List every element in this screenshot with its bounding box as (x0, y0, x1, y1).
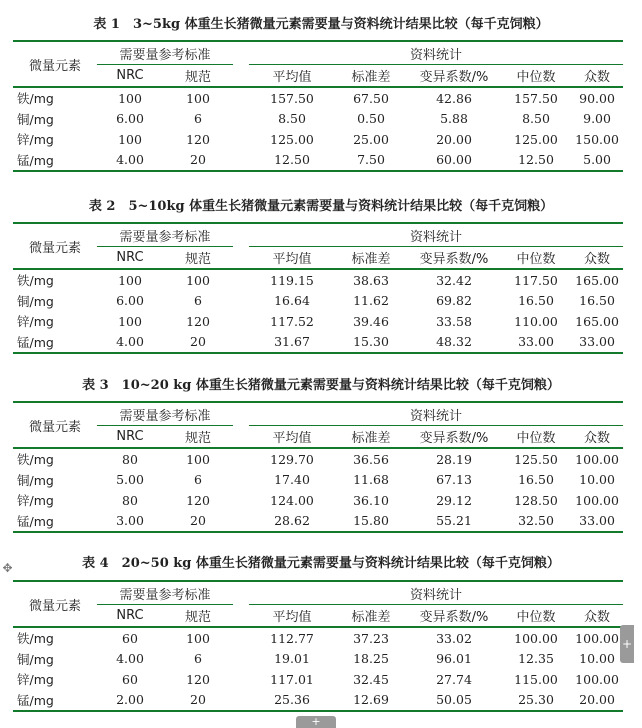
table-cell: 12.35 (518, 651, 554, 667)
table-cell: 7.50 (335, 150, 407, 172)
column-header: 众数 (571, 605, 623, 628)
table-move-handle-icon[interactable]: ✥ (2, 561, 13, 575)
header-element: 微量元素 (13, 402, 97, 448)
table-cell: 157.50 (514, 90, 558, 106)
row-label: 锌/mg (17, 132, 54, 148)
table-cell: 5.88 (440, 111, 468, 127)
table-cell: 20 (163, 511, 233, 533)
column-header: 中位数 (501, 605, 571, 628)
table-cell: 25.30 (501, 690, 571, 712)
cell-spacer (233, 649, 249, 670)
table-cell: 100 (186, 630, 210, 646)
table-cell: 42.86 (436, 90, 472, 106)
row-label: 锌/mg (17, 493, 54, 509)
header-spacer (233, 65, 249, 88)
table-cell: 60 (122, 630, 138, 646)
row-label: 锰/mg (13, 332, 97, 354)
table-cell: 100 (186, 451, 210, 467)
table-cell: 90.00 (579, 90, 615, 106)
table-cell: 20 (163, 332, 233, 354)
table-cell: 4.00 (97, 332, 163, 354)
table-row (13, 511, 623, 533)
table-cell: 69.82 (436, 293, 472, 309)
table-cell: 38.63 (353, 272, 389, 288)
table-cell: 25.36 (249, 690, 335, 712)
cell-spacer (233, 311, 249, 332)
row-label: 锌/mg (17, 314, 54, 330)
header-spacer (233, 223, 249, 247)
table-cell: 33.00 (571, 332, 623, 354)
table-cell: 20 (163, 150, 233, 172)
column-header: NRC (97, 426, 163, 449)
column-header: 中位数 (501, 247, 571, 270)
row-label: 锰/mg (13, 150, 97, 172)
header-spacer (233, 605, 249, 628)
table-caption: 表 2 5~10kg 体重生长猪微量元素需要量与资料统计结果比较（每千克饲粮） (88, 199, 554, 214)
row-label: 铜/mg (17, 651, 54, 667)
table-cell: 37.23 (353, 630, 389, 646)
table-cell: 100.00 (575, 492, 619, 508)
column-header: 标准差 (335, 426, 407, 449)
cell-spacer (233, 291, 249, 312)
table-row (13, 649, 623, 670)
table-cell: 100 (118, 272, 142, 288)
table-cell: 25.00 (353, 131, 389, 147)
table-cell: 129.70 (270, 451, 314, 467)
column-header: 众数 (571, 65, 623, 88)
table-cell: 55.21 (407, 511, 501, 533)
column-header: 众数 (571, 247, 623, 270)
table-cell: 120 (186, 313, 210, 329)
table-cell: 36.56 (353, 451, 389, 467)
cell-spacer (233, 448, 249, 470)
table-cell: 117.52 (270, 313, 314, 329)
table-cell: 15.30 (335, 332, 407, 354)
table-cell: 8.50 (278, 111, 306, 127)
header-requirement-group: 需要量参考标准 (97, 581, 233, 605)
table-cell: 115.00 (514, 671, 558, 687)
cell-spacer (233, 690, 249, 712)
table-row (13, 669, 623, 690)
table-caption: 表 1 3~5kg 体重生长猪微量元素需要量与资料统计结果比较（每千克饲粮） (93, 17, 549, 32)
table-cell: 12.69 (335, 690, 407, 712)
table-row (13, 311, 623, 332)
row-label: 锰/mg (13, 690, 97, 712)
table-cell: 157.50 (270, 90, 314, 106)
table-cell: 3.00 (97, 511, 163, 533)
table-row (13, 690, 623, 712)
row-label: 锰/mg (13, 511, 97, 533)
header-spacer (233, 581, 249, 605)
table-cell: 100 (118, 313, 142, 329)
column-header: 平均值 (249, 247, 335, 270)
table-cell: 60 (122, 671, 138, 687)
table-cell: 120 (186, 671, 210, 687)
insert-column-button[interactable]: + (620, 625, 634, 663)
data-table (13, 222, 623, 354)
table-cell: 17.40 (274, 472, 310, 488)
table-cell: 100.00 (575, 671, 619, 687)
cell-spacer (233, 129, 249, 150)
table-cell: 19.01 (274, 651, 310, 667)
row-label: 铁/mg (17, 91, 54, 107)
table-cell: 20.00 (436, 131, 472, 147)
cell-spacer (233, 150, 249, 172)
table-cell: 128.50 (514, 492, 558, 508)
column-header: 平均值 (249, 426, 335, 449)
table-cell: 150.00 (575, 131, 619, 147)
data-table (13, 40, 623, 172)
column-header: 变异系数/% (407, 247, 501, 270)
table-cell: 100.00 (575, 451, 619, 467)
column-header: 平均值 (249, 65, 335, 88)
table-cell: 6.00 (116, 293, 144, 309)
table-row (13, 332, 623, 354)
table-cell: 100 (186, 272, 210, 288)
table-cell: 15.80 (335, 511, 407, 533)
cell-spacer (233, 109, 249, 130)
table-cell: 6 (194, 651, 202, 667)
data-table (13, 580, 623, 712)
header-element: 微量元素 (13, 581, 97, 627)
row-label: 铜/mg (17, 293, 54, 309)
table-cell: 5.00 (571, 150, 623, 172)
table-cell: 36.10 (353, 492, 389, 508)
table-cell: 80 (122, 492, 138, 508)
table-cell: 67.13 (436, 472, 472, 488)
table-cell: 48.32 (407, 332, 501, 354)
row-label: 铁/mg (17, 452, 54, 468)
column-header: 规范 (163, 426, 233, 449)
column-header: 中位数 (501, 426, 571, 449)
table-cell: 11.68 (353, 472, 389, 488)
column-header: NRC (97, 247, 163, 270)
cell-spacer (233, 511, 249, 533)
table-cell: 125.50 (514, 451, 558, 467)
cell-spacer (233, 269, 249, 291)
table-cell: 33.00 (571, 511, 623, 533)
header-spacer (233, 41, 249, 65)
table-caption: 表 4 20~50 kg 体重生长猪微量元素需要量与资料统计结果比较（每千克饲粮） (82, 556, 560, 571)
header-element: 微量元素 (13, 223, 97, 269)
table-cell: 119.15 (270, 272, 314, 288)
table-cell: 10.00 (579, 651, 615, 667)
table-cell: 117.01 (270, 671, 314, 687)
cell-spacer (233, 470, 249, 491)
cell-spacer (233, 627, 249, 649)
table-cell: 16.50 (579, 293, 615, 309)
column-header: NRC (97, 65, 163, 88)
table-cell: 120 (186, 492, 210, 508)
header-requirement-group: 需要量参考标准 (97, 41, 233, 65)
header-spacer (233, 402, 249, 426)
table-cell: 6 (194, 111, 202, 127)
header-statistics-group: 资料统计 (249, 402, 623, 426)
table-cell: 50.05 (407, 690, 501, 712)
table-cell: 124.00 (270, 492, 314, 508)
table-row (13, 490, 623, 511)
header-spacer (233, 426, 249, 449)
table-cell: 12.50 (249, 150, 335, 172)
table-row (13, 627, 623, 649)
table-cell: 20.00 (571, 690, 623, 712)
table-cell: 16.50 (518, 293, 554, 309)
column-header: 规范 (163, 605, 233, 628)
table-caption: 表 3 10~20 kg 体重生长猪微量元素需要量与资料统计结果比较（每千克饲粮） (82, 378, 560, 393)
cell-spacer (233, 669, 249, 690)
table-cell: 6 (194, 472, 202, 488)
row-label: 锌/mg (17, 672, 54, 688)
table-cell: 6.00 (116, 111, 144, 127)
table-cell: 18.25 (353, 651, 389, 667)
column-header: NRC (97, 605, 163, 628)
table-cell: 31.67 (249, 332, 335, 354)
column-header: 标准差 (335, 65, 407, 88)
table-cell: 33.58 (436, 313, 472, 329)
table-cell: 67.50 (353, 90, 389, 106)
column-header: 规范 (163, 65, 233, 88)
row-label: 铁/mg (17, 273, 54, 289)
table-cell: 165.00 (575, 272, 619, 288)
table-cell: 32.42 (436, 272, 472, 288)
table-cell: 32.45 (353, 671, 389, 687)
table-cell: 100.00 (514, 630, 558, 646)
table-cell: 5.00 (116, 472, 144, 488)
table-row (13, 109, 623, 130)
cell-spacer (233, 87, 249, 109)
table-cell: 39.46 (353, 313, 389, 329)
table-cell: 100 (186, 90, 210, 106)
table-cell: 10.00 (579, 472, 615, 488)
table-cell: 112.77 (270, 630, 314, 646)
column-header: 变异系数/% (407, 426, 501, 449)
header-spacer (233, 247, 249, 270)
table-cell: 4.00 (97, 150, 163, 172)
table-cell: 0.50 (357, 111, 385, 127)
table-cell: 125.00 (514, 131, 558, 147)
table-cell: 100.00 (575, 630, 619, 646)
column-header: 平均值 (249, 605, 335, 628)
table-cell: 27.74 (436, 671, 472, 687)
table-cell: 20 (163, 690, 233, 712)
header-requirement-group: 需要量参考标准 (97, 402, 233, 426)
column-header: 标准差 (335, 605, 407, 628)
table-row (13, 150, 623, 172)
table-cell: 100 (118, 131, 142, 147)
table-row (13, 470, 623, 491)
table-cell: 8.50 (522, 111, 550, 127)
column-header: 变异系数/% (407, 65, 501, 88)
table-cell: 6 (194, 293, 202, 309)
table-cell: 96.01 (436, 651, 472, 667)
header-statistics-group: 资料统计 (249, 581, 623, 605)
table-cell: 2.00 (97, 690, 163, 712)
header-statistics-group: 资料统计 (249, 223, 623, 247)
header-element: 微量元素 (13, 41, 97, 87)
table-row (13, 448, 623, 470)
table-cell: 28.62 (249, 511, 335, 533)
column-header: 规范 (163, 247, 233, 270)
table-row (13, 291, 623, 312)
cell-spacer (233, 332, 249, 354)
table-cell: 120 (186, 131, 210, 147)
table-cell: 165.00 (575, 313, 619, 329)
row-label: 铜/mg (17, 472, 54, 488)
table-cell: 117.50 (514, 272, 558, 288)
cell-spacer (233, 490, 249, 511)
table-row (13, 129, 623, 150)
table-cell: 110.00 (514, 313, 558, 329)
row-label: 铜/mg (17, 111, 54, 127)
data-table (13, 401, 623, 533)
table-cell: 33.02 (436, 630, 472, 646)
table-cell: 16.64 (274, 293, 310, 309)
table-cell: 100 (118, 90, 142, 106)
column-header: 中位数 (501, 65, 571, 88)
table-cell: 125.00 (270, 131, 314, 147)
table-cell: 32.50 (501, 511, 571, 533)
table-cell: 28.19 (436, 451, 472, 467)
table-cell: 80 (122, 451, 138, 467)
table-cell: 11.62 (353, 293, 389, 309)
table-cell: 60.00 (407, 150, 501, 172)
table-cell: 9.00 (583, 111, 611, 127)
table-cell: 4.00 (116, 651, 144, 667)
header-requirement-group: 需要量参考标准 (97, 223, 233, 247)
row-label: 铁/mg (17, 631, 54, 647)
table-cell: 29.12 (436, 492, 472, 508)
insert-row-button[interactable]: + (296, 716, 336, 728)
column-header: 变异系数/% (407, 605, 501, 628)
header-statistics-group: 资料统计 (249, 41, 623, 65)
table-row (13, 87, 623, 109)
column-header: 众数 (571, 426, 623, 449)
table-cell: 12.50 (501, 150, 571, 172)
column-header: 标准差 (335, 247, 407, 270)
table-cell: 33.00 (501, 332, 571, 354)
table-row (13, 269, 623, 291)
table-cell: 16.50 (518, 472, 554, 488)
